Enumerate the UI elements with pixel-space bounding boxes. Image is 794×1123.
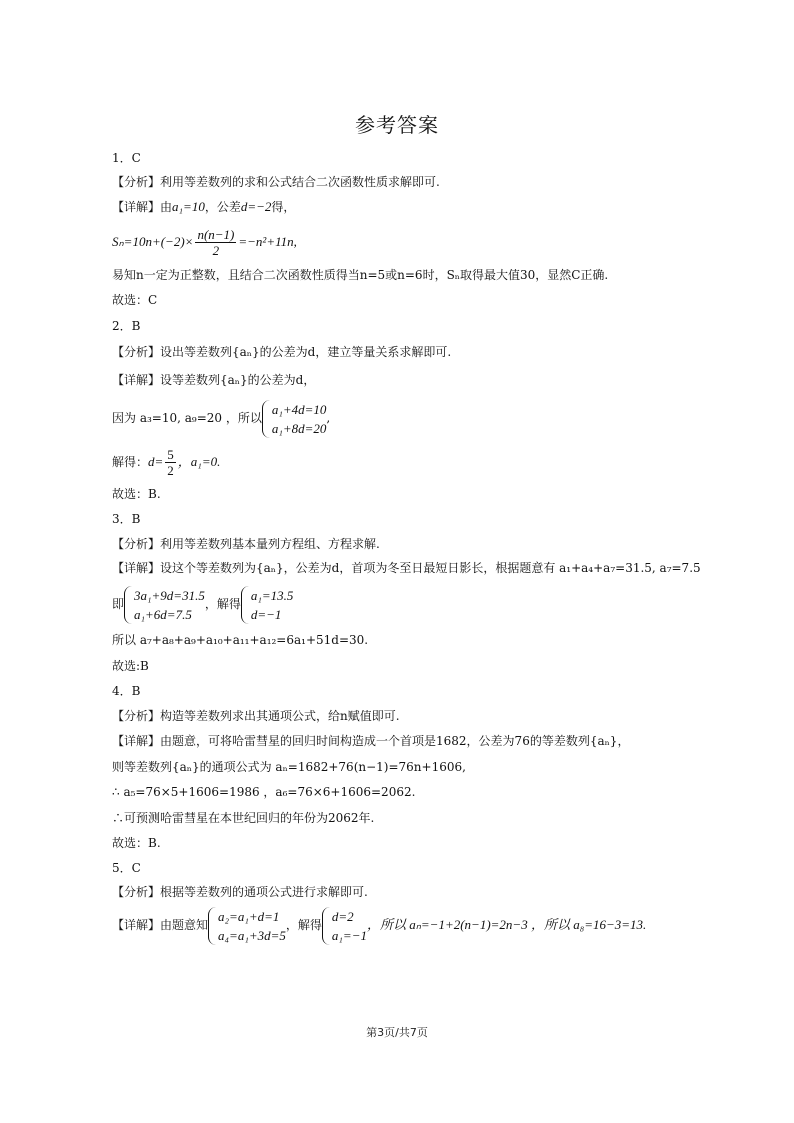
brace	[322, 907, 331, 945]
equation-system	[208, 907, 286, 945]
math-expression: ，所以 aₙ=−1+2(n−1)=2n−3 ，所以 a₈=16−3=13.	[366, 917, 647, 932]
math-expression: d=	[148, 454, 164, 469]
q2-choice: 故选：B.	[112, 487, 161, 501]
detail-text: 设这个等差数列为{aₙ}，公差为d，首项为冬至日最短日影长，根据题意有 a₁+a₄+a₇=31.5, a₇=7.5	[160, 561, 701, 575]
detail-text: 由题意知	[160, 918, 209, 932]
math-expression: =−n²+11n,	[238, 234, 297, 249]
equation-row: a₁=13.5	[250, 587, 294, 603]
equation-row: d=−1	[250, 606, 282, 622]
fraction-denominator: 2	[212, 243, 220, 258]
q4-choice: 故选：B.	[112, 836, 161, 850]
q1-detail	[112, 199, 295, 215]
equation-row: a₁+4d=10	[271, 401, 327, 417]
equation-row: a₁=−1	[331, 927, 367, 943]
q4-head: 4．B	[112, 684, 141, 698]
math-expression: ，a₁=0.	[177, 454, 221, 469]
detail-tag: 【详解】	[112, 918, 161, 932]
fraction-numerator: n(n−1)	[197, 227, 235, 242]
analysis-tag: 【分析】	[112, 537, 161, 551]
fraction-denominator: 2	[167, 463, 174, 478]
detail-text: ，解得	[285, 918, 322, 932]
detail-text: 即	[112, 597, 125, 611]
q2-detail	[112, 372, 315, 388]
q1-head: 1．C	[112, 151, 141, 165]
math-expression: d=−2	[240, 199, 272, 214]
solution-system	[322, 907, 367, 945]
equation-system	[124, 586, 205, 624]
q2-solution	[112, 446, 220, 478]
analysis-text: 利用等差数列的求和公式结合二次函数性质求解即可.	[160, 175, 440, 189]
math-expression: Sₙ=10n+(−2)×	[112, 234, 194, 249]
analysis-tag: 【分析】	[112, 175, 161, 189]
detail-text: ，解得	[204, 597, 241, 611]
solution-system	[241, 586, 294, 624]
detail-tag: 【详解】	[112, 734, 161, 748]
q3-analysis	[112, 536, 380, 552]
brace	[262, 400, 271, 438]
detail-text: 因为 a₃=10, a₉=20 ，所以	[112, 411, 262, 425]
equation-row: d=2	[331, 908, 354, 924]
q3-result: 所以 a₇+a₈+a₉+a₁₀+a₁₁+a₁₂=6a₁+51d=30.	[112, 633, 369, 647]
equation-row: 3a₁+9d=31.5	[134, 587, 205, 603]
q1-sum-formula	[112, 226, 297, 258]
q2-head: 2．B	[112, 319, 141, 333]
detail-text: ,	[326, 411, 331, 425]
q1-choice: 故选：C	[112, 293, 158, 307]
q1-note: 易知n一定为正整数，且结合二次函数性质得当n=5或n=6时，Sₙ取得最大值30，显然C正确.	[112, 268, 609, 282]
detail-tag: 【详解】	[112, 200, 161, 214]
q3-system	[112, 584, 293, 624]
analysis-text: 根据等差数列的通项公式进行求解即可.	[160, 885, 368, 899]
q4-detail	[112, 733, 629, 749]
detail-tag: 【详解】	[112, 373, 161, 387]
brace	[208, 907, 217, 945]
q5-head: 5．C	[112, 861, 141, 875]
detail-text: 解得：	[112, 455, 149, 469]
q4-predict: ∴可预测哈雷彗星在本世纪回归的年份为2062年.	[112, 811, 375, 825]
fraction-numerator: 5	[167, 447, 174, 462]
fraction	[165, 447, 176, 478]
equation-system	[262, 400, 327, 438]
q4-calc: ∴ a₅=76×5+1606=1986 ，a₆=76×6+1606=2062.	[112, 785, 416, 799]
analysis-tag: 【分析】	[112, 885, 161, 899]
detail-tag: 【详解】	[112, 561, 161, 575]
q4-formula: 则等差数列{aₙ}的通项公式为 aₙ=1682+76(n−1)=76n+1606,	[112, 760, 466, 774]
q1-analysis	[112, 174, 440, 190]
analysis-text: 构造等差数列求出其通项公式，给n赋值即可.	[160, 709, 400, 723]
page-footer: 第3页/共7页	[366, 1026, 428, 1039]
brace	[124, 586, 133, 624]
q3-detail	[112, 560, 701, 576]
analysis-tag: 【分析】	[112, 709, 161, 723]
q2-system	[112, 398, 330, 438]
detail-text: 由题意，可将哈雷彗星的回归时间构造成一个首项是1682，公差为76的等差数列{aₙ}，	[160, 734, 630, 748]
q4-analysis	[112, 708, 400, 724]
detail-text: 设等差数列{aₙ}的公差为d，	[160, 373, 316, 387]
analysis-tag: 【分析】	[112, 345, 161, 359]
fraction	[195, 227, 236, 258]
math-expression: a₁=10	[172, 199, 205, 214]
page-title: 参考答案	[355, 113, 439, 137]
q3-head: 3．B	[112, 512, 141, 526]
equation-row: a₁+6d=7.5	[134, 606, 192, 622]
q5-analysis	[112, 884, 368, 900]
q2-analysis	[112, 344, 451, 360]
equation-row: a₁+8d=20	[271, 420, 327, 436]
analysis-text: 设出等差数列{aₙ}的公差为d，建立等量关系求解即可.	[160, 345, 452, 359]
detail-text: 由	[160, 200, 173, 214]
detail-text: ，公差	[204, 200, 241, 214]
equation-row: a₄=a₁+3d=5	[218, 927, 286, 943]
q5-detail	[112, 905, 646, 945]
analysis-text: 利用等差数列基本量列方程组、方程求解.	[160, 537, 380, 551]
equation-row: a₂=a₁+d=1	[218, 908, 280, 924]
detail-text: 得，	[271, 200, 296, 214]
brace	[241, 586, 250, 624]
q3-choice: 故选:B	[112, 659, 149, 673]
